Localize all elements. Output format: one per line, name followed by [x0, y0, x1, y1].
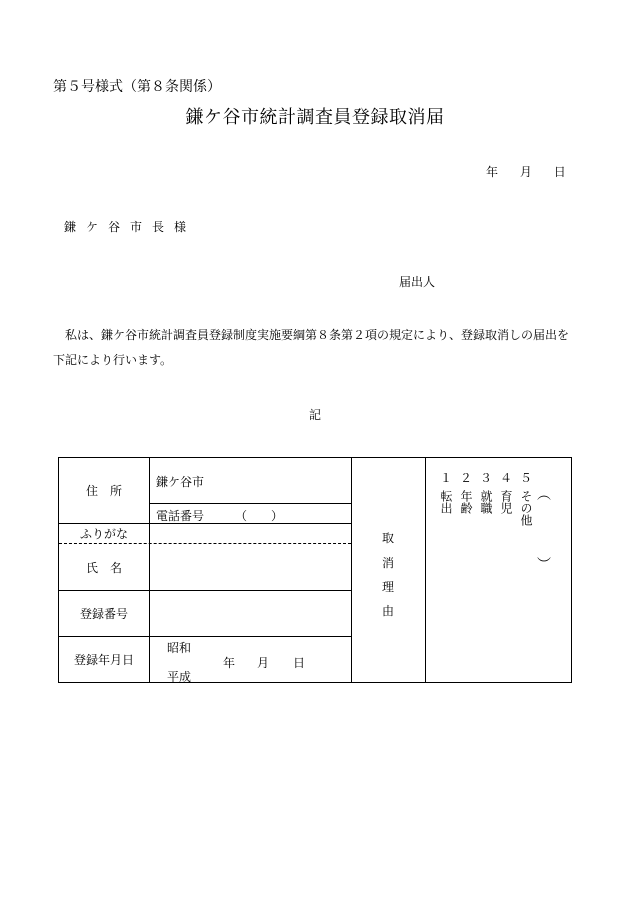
- name-label: 氏 名: [85, 560, 122, 575]
- option-text: 育児: [499, 490, 513, 514]
- reason-label-char: 取: [381, 531, 394, 545]
- reg-date-month: 月: [257, 656, 270, 670]
- option-text: 転出: [439, 490, 453, 514]
- paren-open: ︵: [537, 487, 551, 503]
- option-number: ３: [479, 471, 492, 485]
- form-table: [58, 457, 572, 683]
- addressee: 鎌ケ谷市長様: [64, 220, 197, 234]
- form-number: 第５号様式（第８条関係）: [53, 79, 221, 95]
- address-label: 住 所: [85, 484, 122, 498]
- option-text: その他: [519, 490, 533, 526]
- date-line: [486, 163, 566, 180]
- reason-option-2[interactable]: [459, 472, 473, 514]
- option-text: 就職: [479, 490, 493, 514]
- phone-label: 電話番号: [156, 509, 205, 523]
- date-year: 年: [486, 165, 499, 179]
- reason-option-5[interactable]: [519, 472, 533, 526]
- option-text: 年齢: [459, 490, 473, 514]
- applicant-label: 届出人: [399, 275, 436, 289]
- reg-number-label: 登録番号: [79, 607, 128, 621]
- body-text: 私は、鎌ケ谷市統計調査員登録制度実施要綱第８条第２項の規定により、登録取消しの届出を下記により行います。: [53, 328, 570, 367]
- reason-label-char: 由: [381, 604, 394, 618]
- name-field[interactable]: [150, 544, 351, 590]
- reg-date-day: 日: [293, 656, 306, 670]
- reason-label-char: 消: [381, 556, 394, 570]
- date-month: 月: [519, 165, 532, 179]
- document-title: 鎌ケ谷市統計調査員登録取消届: [185, 107, 445, 128]
- date-day: 日: [553, 165, 566, 179]
- address-value[interactable]: 鎌ケ谷市: [156, 475, 205, 489]
- option-number: ２: [459, 471, 472, 485]
- reason-option-3[interactable]: [479, 472, 493, 514]
- reg-date-label: 登録年月日: [73, 653, 134, 667]
- paren-close: ︶: [537, 557, 551, 573]
- era-showa[interactable]: 昭和: [167, 641, 192, 655]
- option-number: ５: [519, 471, 532, 485]
- furigana-field[interactable]: [150, 524, 351, 543]
- furigana-label: ふりがな: [79, 527, 128, 541]
- reason-option-4[interactable]: [499, 472, 513, 514]
- reason-option-1[interactable]: [439, 472, 453, 514]
- reg-number-field[interactable]: [150, 591, 351, 636]
- option-number: １: [439, 471, 452, 485]
- option-number: ４: [499, 471, 512, 485]
- era-heisei[interactable]: 平成: [167, 670, 192, 684]
- phone-area-code[interactable]: （ ）: [235, 509, 284, 523]
- reason-label-char: 理: [381, 580, 394, 594]
- reg-date-year: 年: [223, 656, 236, 670]
- ki-heading: 記: [308, 408, 321, 422]
